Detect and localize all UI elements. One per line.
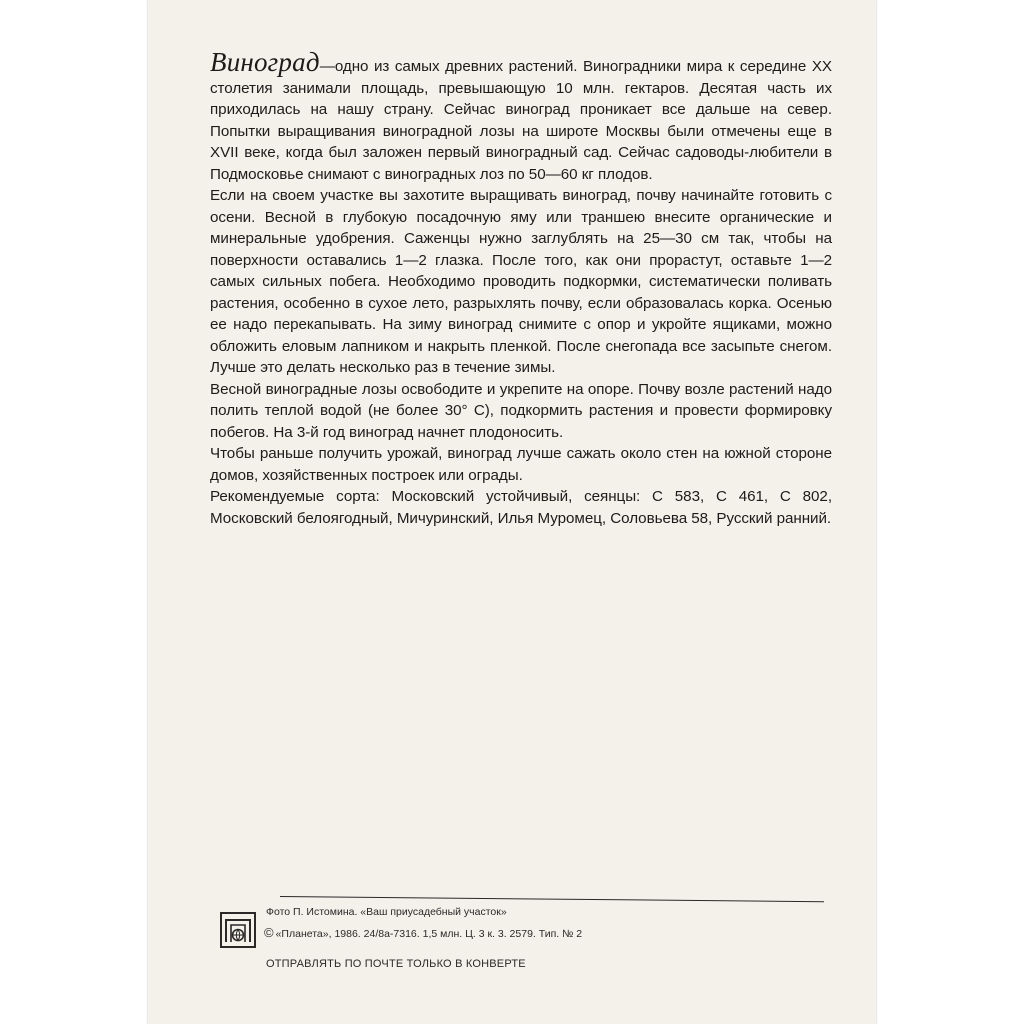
paragraph-varieties: Рекомендуемые сорта: Московский устойчивый, сеянцы: С 583, С 461, С 802, Московский белоягодный, Мичуринский, Илья Муромец, Соловьева 58, Русский ранний. <box>210 488 832 527</box>
photo-credit: Фото П. Истомина. «Ваш приусадебный участок» <box>266 906 507 918</box>
paragraph-planting: Если на своем участке вы захотите выращивать виноград, почву начинайте готовить с осени. Весной в глубокую посадочную яму или траншею внесите органические и минеральные удобрения. Саженцы нужно заглублять на 25—30 см так, чтобы на поверхности оставались 1—2 глазка. После того, как они прорастут, оставьте 1—2 самых сильных побега. Необходимо проводить подкормки, систематически поливать растения, особенно в сухое лето, разрыхлять почву, если образовалась корка. Осенью ее надо перекапывать. На зиму виноград снимите с опор и укройте ящиками, можно обложить еловым лапником и накрыть пленкой. После снегопада все засыпьте снегом. Лучше это делать несколько раз в течение зимы. <box>210 187 832 376</box>
intro-text: —одно из самых древних растений. Виноградники мира к середине XX столетия занимали площадь, превышающую 10 млн. гектаров. Десятая часть их приходилась на нашу страну. Сейчас виноград проникает все дальше на север. Попытки выращивания виноградной лозы на широте Москвы были отмечены еще в XVII веке, когда был заложен первый виноградный сад. Сейчас садоводы-любители в Подмосковье снимают с виноградных лоз по 50—60 кг плодов. <box>210 58 832 183</box>
postcard-back <box>148 0 876 1024</box>
paragraph-harvest: Чтобы раньше получить урожай, виноград лучше сажать около стен на южной стороне домов, хозяйственных построек или ограды. <box>210 445 832 484</box>
paragraph-spring: Весной виноградные лозы освободите и укрепите на опоре. Почву возле растений надо полить теплой водой (не более 30° С), подкормить растения и провести формировку побегов. На 3-й год виноград начнет плодоносить. <box>210 380 832 441</box>
article-title: Виноград <box>210 47 320 77</box>
article-text <box>210 47 832 529</box>
publisher-info: «Планета», 1986. 24/8а-7316. 1,5 млн. Ц. 3 к. 3. 2579. Тип. № 2 <box>275 928 583 940</box>
mail-instruction: ОТПРАВЛЯТЬ ПО ПОЧТЕ ТОЛЬКО В КОНВЕРТЕ <box>266 958 526 970</box>
copyright-symbol: © <box>264 925 274 940</box>
publisher-line <box>264 926 582 941</box>
footer-divider <box>280 896 824 902</box>
planeta-publisher-logo-icon <box>220 912 256 948</box>
intro-paragraph <box>210 47 832 185</box>
